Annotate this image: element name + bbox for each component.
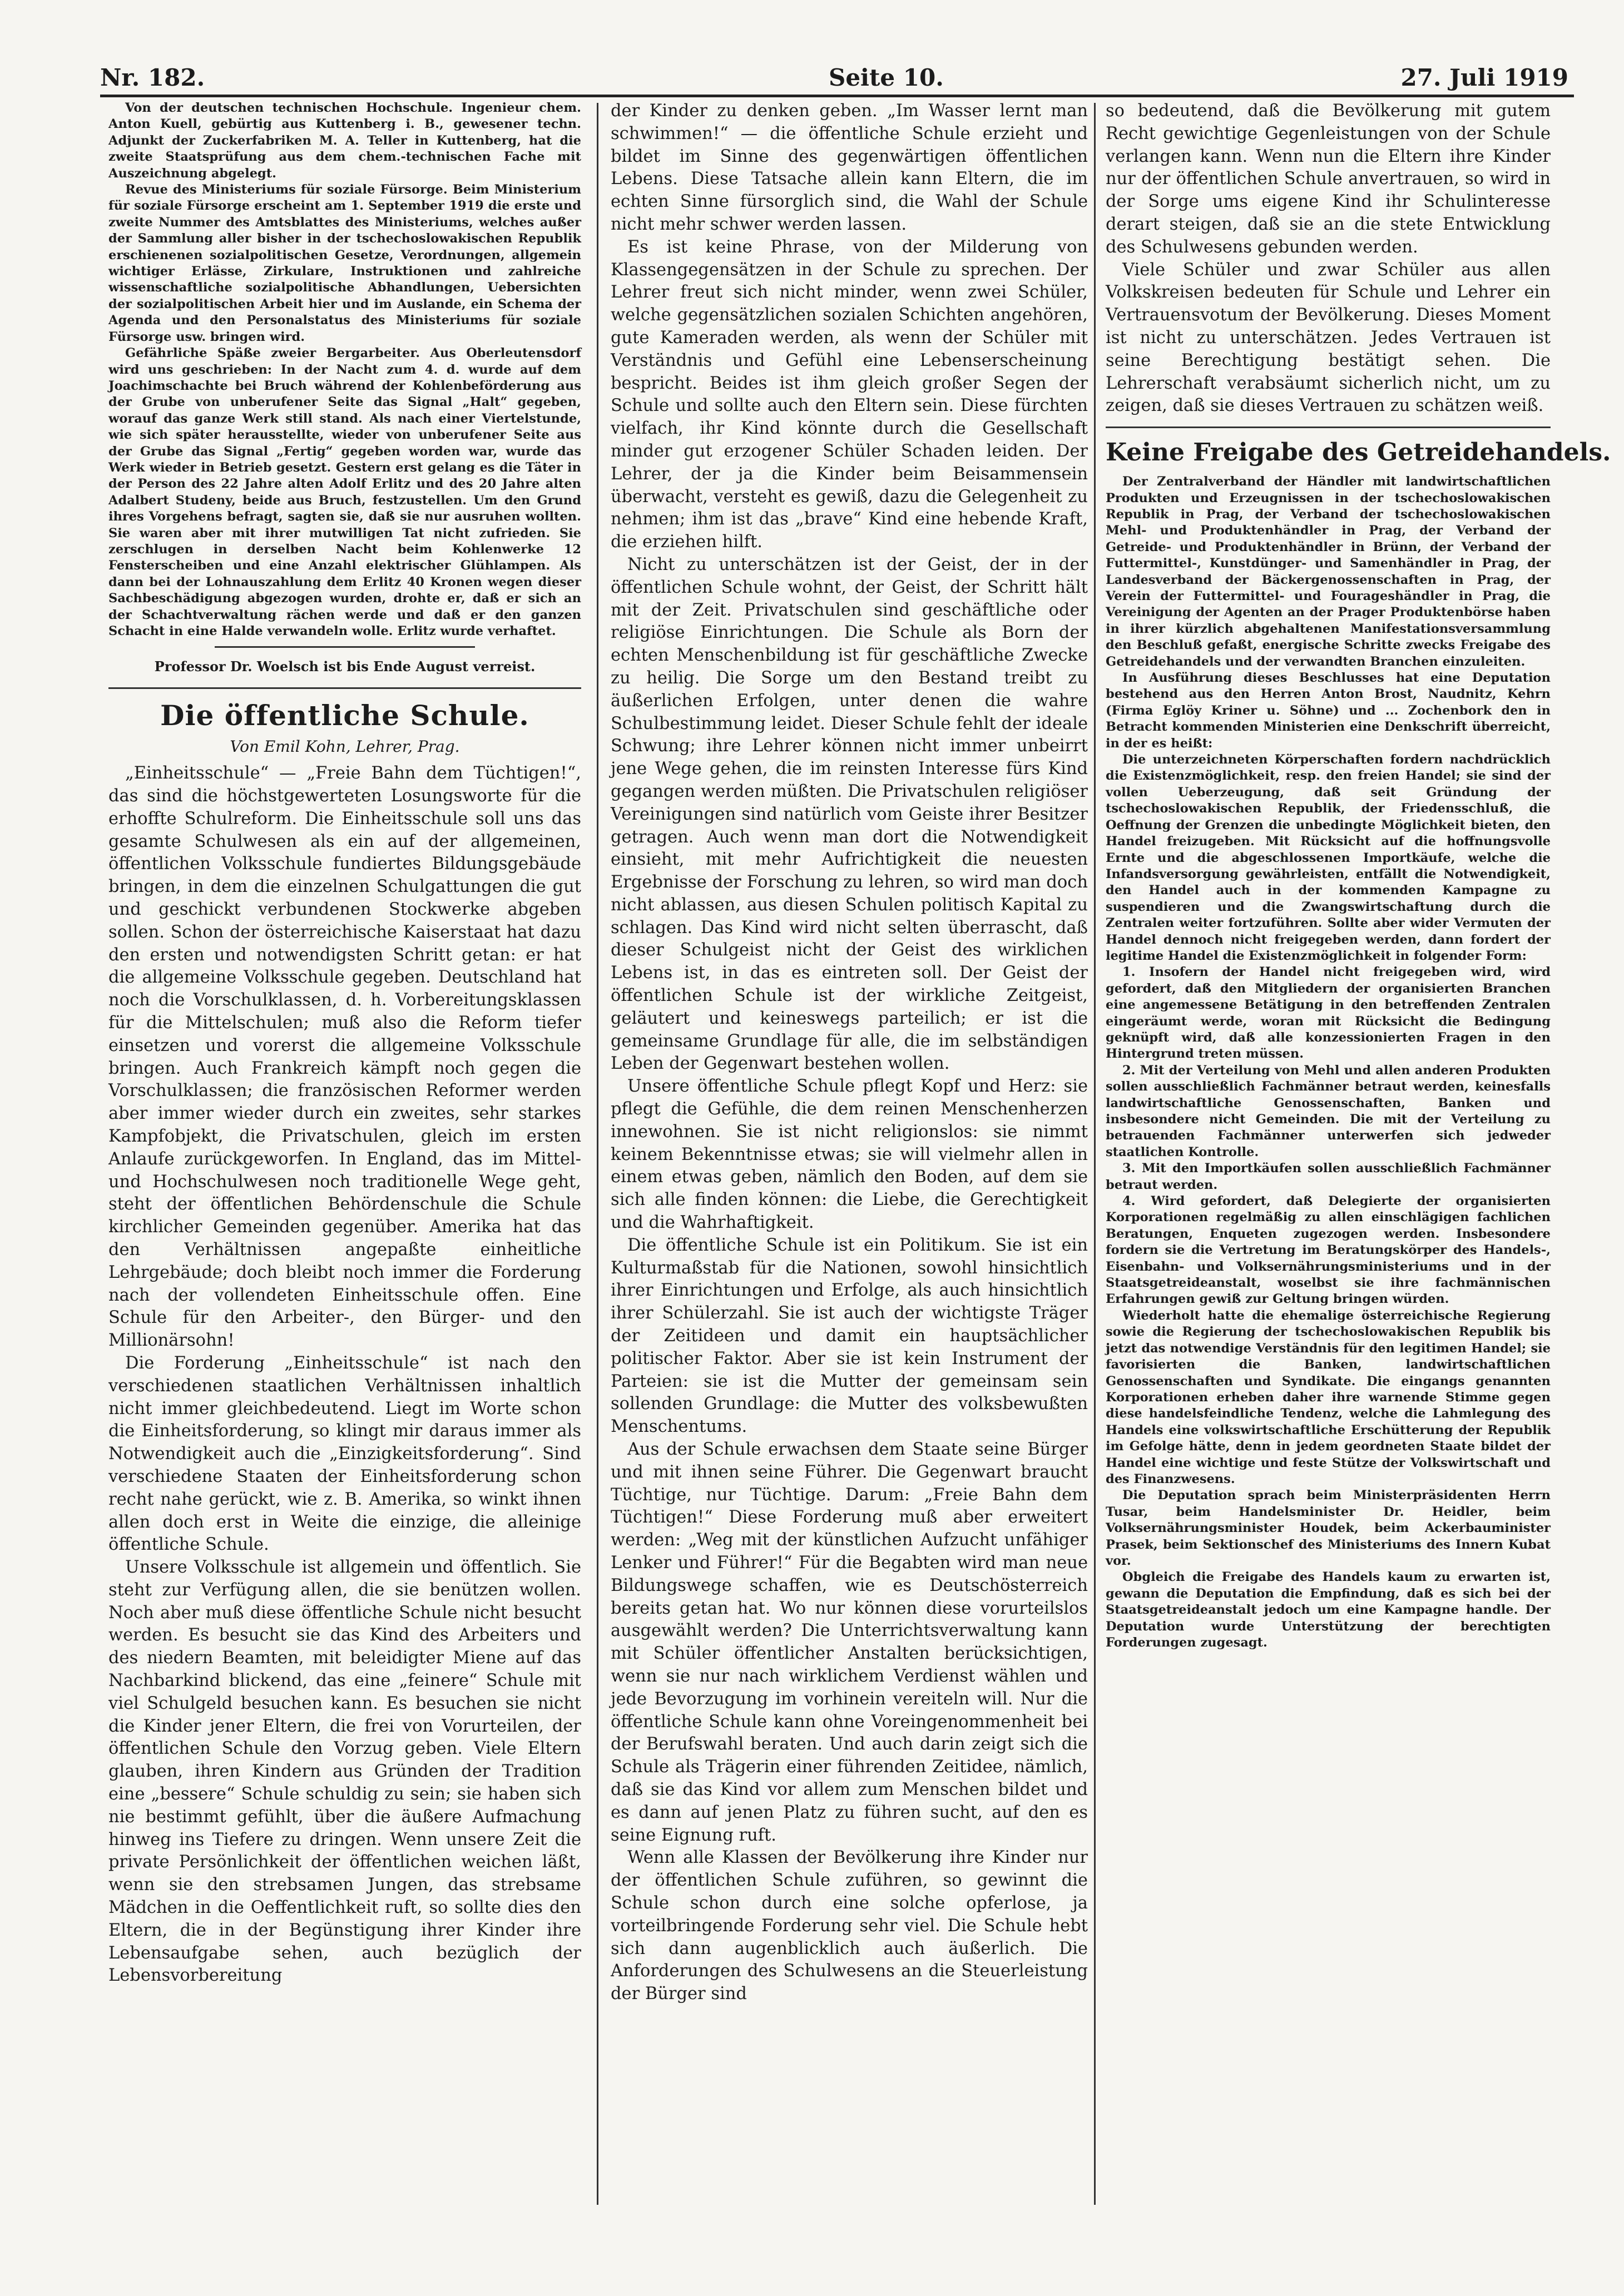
notice: Professor Dr. Woelsch ist bis Ende August verreist. [154,658,536,675]
news-paragraph: In Ausführung dieses Beschlusses hat eine Deputation bestehend aus den Herren Anton Brost, Naudnitz, Kehrn (Firma Eglöy Kriner u. Söhne) und ... Zochenbork den in Betracht kommenden Ministerien eine Denkschrift überreicht, in der es heißt: [1106,671,1551,751]
article-paragraph: „Einheitsschule“ — „Freie Bahn dem Tüchtigen!“, das sind die höchstgewerteten Losungsworte für die erhoffte Schulreform. Die Einheitsschule soll uns das gesamte Schulwesen als ein auf der allgemeinen, öffentlichen Volksschule fundiertes Bildungsgebäude bringen, in dem die einzelnen Schulgattungen die gut und geschickt verbundenen Stockwerke abgeben sollen. Schon der österreichische Kaiserstaat hat dazu den ersten und notwendigsten Schritt getan: er hat die allgemeine Volksschule gegeben. Deutschland hat noch die Vorschulklassen, d. h. Vorbereitungsklassen für die Mittelschulen; muß also die Reform tiefer einsetzen und vorerst die allgemeine Volksschule bringen. Auch Frankreich kämpft noch gegen die Vorschulklassen; die französischen Reformer werden aber immer wieder durch ein zweites, sehr starkes Kampfobjekt, die Privatschulen, gleich im ersten Anlaufe zurückgeworfen. In England, das im Mittel- und Hochschulwesen noch traditionelle Wege geht, steht der öffentlichen Behördenschule die Schule kirchlicher Gemeinden gegenüber. Amerika hat das den Verhältnissen angepaßte einheitliche Lehrgebäude; doch bleibt noch immer die Forderung nach der vollendeten Einheitsschule offen. Eine Schule für den Arbeiter-, den Bürger- und den Millionärsohn! [108,763,581,1351]
article-paragraph: Die Forderung „Einheitsschule“ ist nach den verschiedenen staatlichen Verhältnissen inhaltlich nicht immer gleichbedeutend. Liegt im Worte schon die Einheitsforderung, so klingt mir daraus immer als Notwendigkeit auch die „Einzigkeitsforderung“. Sind verschiedene Staaten der Einheitsforderung schon recht nahe gerückt, wie z. B. Amerika, so winkt ihnen allen doch erst in Weite die einzige, die alleinige öffentliche Schule. [108,1353,581,1555]
article-paragraph: so bedeutend, daß die Bevölkerung mit gutem Recht gewichtige Gegenleistungen von der Schule verlangen kann. Wenn nun die Eltern ihre Kinder nur der öffentlichen Schule anvertrauen, so wird in der Sorge ums eigene Kind ihr Schulinteresse derart steigen, daß sie an die stete Entwicklung des Schulwesens gebunden werden. [1106,101,1551,257]
article-paragraph: Aus der Schule erwachsen dem Staate seine Bürger und mit ihnen seine Führer. Die Gegenwart braucht Tüchtige, nur Tüchtige. Darum: „Freie Bahn dem Tüchtigen!“ Diese Forderung muß aber erweitert werden: „Weg mit der künstlichen Aufzucht unfähiger Lenker und Führer!“ Für die Begabten wird man neue Bildungswege schaffen, wie es Deutschösterreich bereits getan hat. Wo nur können diese vorurteilslos ausgewählt werden? Die Unterrichtsverwaltung kann mit Schüler öffentlicher Anstalten berücksichtigen, wenn sie nur nach wirklichem Verdienst wählen und jede Bevorzugung im vorhinein vereiteln will. Nur die öffentliche Schule kann ohne Voreingenommenheit bei der Berufswahl beraten. Und auch darin zeigt sich die Schule als Trägerin einer führenden Zeitidee, nämlich, daß sie das Kind vor allem zum Menschen bildet und es dann auf jenen Platz zu führen sucht, auf den es seine Eignung ruft. [611,1440,1088,1845]
column-separator [1094,103,1096,2205]
news-paragraph: Obgleich die Freigabe des Handels kaum zu erwarten ist, gewann die Deputation die Empfindung, daß es sich bei der Staatsgetreideanstalt jedoch um eine Kampagne handle. Der Deputation wurde Unterstützung der berechtigten Forderungen zugesagt. [1106,1570,1551,1650]
news-item: Revue des Ministeriums für soziale Fürsorge. Beim Ministerium für soziale Fürsorge erscheint am 1. September 1919 die erste und zweite Nummer des Amtsblattes des Ministeriums, welches außer der Sammlung aller bisher in der tschechoslowakischen Republik erschienenen sozialpolitischen Gesetze, Verordnungen, allgemein wichtiger Erlässe, Zirkulare, Instruktionen und zahlreiche wissenschaftliche sozialpolitische Abhandlungen, Uebersichten der sozialpolitischen Arbeit hier und im Auslande, ein Schema der Agenda und den Personalstatus des Ministeriums für soziale Fürsorge usw. bringen wird. [108,182,581,344]
article-paragraph: Unsere Volksschule ist allgemein und öffentlich. Sie steht zur Verfügung allen, die sie benützen wollen. Noch aber muß diese öffentliche Schule nicht besucht werden. Es besucht sie das Kind des Arbeiters und des niedern Beamten, mit beleidigter Miene auf das Nachbarkind blickend, das eine „feinere“ Schule mit viel Schulgeld besuchen kann. Es besuchen sie nicht die Kinder jener Eltern, die frei von Vorurteilen, der öffentlichen Schule den Vorzug geben. Viele Eltern glauben, ihren Kindern aus Gründen der Tradition eine „bessere“ Schule schuldig zu sein; sie haben sich nie bestimmt gefühlt, über die äußere Aufmachung hinweg ins Tiefere zu dringen. Wenn unsere Zeit die private Persönlichkeit der öffentlichen weichen läßt, wenn sie den strebsamen Jungen, das strebsame Mädchen in die Oeffentlichkeit ruft, so sollte dies den Eltern, die in der Begünstigung ihrer Kinder ihre Lebensaufgabe sehen, auch bezüglich der Lebensvorbereitung [108,1558,581,1986]
issue-date: 27. Juli 1919 [1400,64,1568,91]
column-separator [597,103,598,2205]
divider [1106,427,1551,428]
article-paragraph: Es ist keine Phrase, von der Milderung von Klassengegensätzen in der Schule zu sprechen. Der Lehrer freut sich nicht minder, wenn zwei Schüler, welche gegensätzlichen sozialen Schichten angehören, gute Kameraden werden, als wenn der Schüler mit Verständnis und Gefühl eine Lebenserscheinung bespricht. Beides ist ihm gleich großer Segen der Schule und sollte auch den Eltern sein. Diese fürchten vielfach, ihr Kind könnte durch die Gesellschaft minder gut erzogener Schüler Schaden leiden. Der Lehrer, der ja die Kinder beim Beisammensein überwacht, versteht es gewiß, dazu die Gelegenheit zu nehmen; ihm ist das „brave“ Kind eine hebende Kraft, die erziehen hilft. [611,237,1088,552]
news-headline: Keine Freigabe des Getreidehandels. [1106,438,1611,467]
news-item: Von der deutschen technischen Hochschule. Ingenieur chem. Anton Kuell, gebürtig aus Kuttenberg i. B., gewesener techn. Adjunkt der Zuckerfabriken M. A. Teller in Kuttenberg, hat die zweite Staatsprüfung aus dem chem.-technischen Fache mit Auszeichnung abgelegt. [108,101,581,181]
article-paragraph: Viele Schüler und zwar Schüler aus allen Volkskreisen bedeuten für Schule und Lehrer ein Vertrauensvotum der Bevölkerung. Dieses Moment ist nicht zu unterschätzen. Jedes Vertrauen ist seine Berechtigung bestätigt sehen. Die Lehrerschaft verabsäumt sicherlich nicht, um zu zeigen, daß sie dieses Vertrauen zu schätzen weiß. [1106,260,1551,416]
article-paragraph: Unsere öffentliche Schule pflegt Kopf und Herz: sie pflegt die Gefühle, die dem reinen Menschenherzen innewohnen. Sie ist nicht religionslos: sie nimmt keinem Bekenntnisse etwas; sie will vielmehr allen in einem etwas geben, nämlich den Boden, auf dem sie sich alle finden können: die Liebe, die Gerechtigkeit und die Wahrhaftigkeit. [611,1077,1088,1233]
news-paragraph: 3. Mit den Importkäufen sollen ausschließlich Fachmänner betraut werden. [1106,1161,1551,1192]
news-item: Gefährliche Späße zweier Bergarbeiter. Aus Oberleutensdorf wird uns geschrieben: In der Nacht zum 4. d. wurde auf dem Joachimschachte bei Bruch während der Kohlenbeförderung aus der Grube von unberufener Seite das Signal „Halt“ gegeben, worauf das ganze Werk still stand. Als nach einer Viertelstunde, wie sich später herausstellte, wieder von unberufener Seite aus der Grube das Signal „Fertig“ gegeben worden war, wurde das Werk wieder in Betrieb gesetzt. Gestern erst gelang es die Täter in der Person des 22 Jahre alten Adolf Erlitz und des 20 Jahre alten Adalbert Studeny, beide aus Bruch, festzustellen. Um den Grund ihres Vorgehens befragt, sagten sie, daß sie nur ausruhen wollten. Sie waren aber mit ihrer mutwilligen Tat nicht zufrieden. Sie zerschlugen in derselben Nacht beim Kohlenwerke 12 Fensterscheiben und eine Anzahl elektrischer Glühlampen. Als dann bei der Lohnauszahlung dem Erlitz 40 Kronen wegen dieser Sachbeschädigung abgezogen wurden, drohte er, daß er sich an der Schachtverwaltung rächen werde und daß er den ganzen Schacht in eine Halde verwandeln wolle. Erlitz wurde verhaftet. [108,346,581,638]
news-paragraph: Der Zentralverband der Händler mit landwirtschaftlichen Produkten und Erzeugnissen in der tschechoslowakischen Republik in Prag, der Verband der tschechoslowakischen Mehl- und Produktenhändler in Prag, der Verband der Getreide- und Produktenhändler in Brünn, der Verband der Futtermittel-, Kunstdünger- und Samenhändler in Prag, der Landesverband der Bäckergenossenschaften in Prag, der Verein der Futtermittel- und Fourageshändler in Prag, die Vereinigung der Agenten an der Prager Produktenbörse haben in ihrer kürzlich abgehaltenen Manifestationsversammlung den Beschluß gefaßt, energische Schritte zwecks Freigabe des Getreidehandels und der verwandten Branchen einzuleiten. [1106,474,1551,669]
article-paragraph: Die öffentliche Schule ist ein Politikum. Sie ist ein Kulturmaßstab für die Nationen, sowohl hinsichtlich ihrer Einrichtungen und Erfolge, als auch hinsichtlich ihrer Schülerzahl. Sie ist auch der wichtigste Träger der Zeitideen und damit ein hauptsächlicher politischer Faktor. Aber sie ist kein Instrument der Parteien: sie ist die Mutter der gemeinsam sein sollenden Grundlage: die Mutter des volksbewußten Menschentums. [611,1235,1088,1437]
news-paragraph: 4. Wird gefordert, daß Delegierte der organisierten Korporationen regelmäßig zu allen einschlägigen fachlichen Beratungen, Enqueten zugezogen werden. Insbesondere fordern sie die Vertretung im Beratungskörper des Handels-, Eisenbahn- und Volksernährungsministeriums und in der Staatsgetreideanstalt, woselbst sie ihre fachmännischen Erfahrungen gewiß zur Geltung bringen würden. [1106,1194,1551,1307]
issue-number: Nr. 182. [100,64,205,91]
article-paragraph: der Kinder zu denken geben. „Im Wasser lernt man schwimmen!“ — die öffentliche Schule erzieht und bildet im Sinne des gegenwärtigen öffentlichen Lebens. Diese Tatsache allein kann Eltern, die im echten Sinne fürsorglich sind, die Wahl der Schule nicht mehr schwer werden lassen. [611,101,1088,234]
news-paragraph: 1. Insofern der Handel nicht freigegeben wird, wird gefordert, daß den Mitgliedern der organisierten Branchen eine angemessene Betätigung in den betreffenden Zentralen eingeräumt werde, woran mit Rücksicht die Bedingung geknüpft wird, daß alle konzessionierten Fragen in den Hintergrund treten müssen. [1106,965,1551,1062]
article-paragraph: Nicht zu unterschätzen ist der Geist, der in der öffentlichen Schule wohnt, der Geist, der Schritt hält mit der Zeit. Privatschulen sind geschäftliche oder religiöse Einrichtungen. Die Schule als Born der echten Menschenbildung ist für geschäftliche Zwecke zu heilig. Die Sorge um den Bestand treibt zu äußerlichen Erfolgen, unter denen die wahre Schulbestimmung leidet. Dieser Schule fehlt der ideale Schwung; ihre Lehrer können nicht immer unbeirrt jene Wege gehen, die im reinsten Interesse fürs Kind gegangen werden müßten. Die Privatschulen religiöser Vereinigungen sind natürlich vom Geiste ihrer Besitzer getragen. Auch wenn man dort die Notwendigkeit einsieht, mit mehr Aufrichtigkeit die neuesten Ergebnisse der Forschung zu lehren, so wird man doch nicht ablassen, aus diesen Schulen politisch Kapital zu schlagen. Das Kind wird nicht selten überrascht, daß dieser Schulgeist nicht der Geist des wirklichen Lebens ist, in das es eintreten soll. Der Geist der öffentlichen Schule ist der wirkliche Zeitgeist, geläutert und keineswegs parteilich; er ist die gemeinsame Grundlage für alle, die im selbständigen Leben der Gegenwart bestehen wollen. [611,554,1088,1074]
news-paragraph: Wiederholt hatte die ehemalige österreichische Regierung sowie die Regierung der tschechoslowakischen Republik bis jetzt das notwendige Verständnis für den legitimen Handel; sie favorisierten die Banken, landwirtschaftlichen Genossenschaften und Syndikate. Die eingangs genannten Korporationen erheben daher ihre warnende Stimme gegen diese handelsfeindliche Tendenz, welche die Lahmlegung des Handels eine volkswirtschaftliche Erschütterung der Republik im Gefolge hätte, denn in jedem geordneten Staate bildet der Handel eine wichtige und feste Stütze der Volkswirtschaft und des Finanzwesens. [1106,1308,1551,1486]
divider [108,687,581,689]
news-paragraph: Die Deputation sprach beim Ministerpräsidenten Herrn Tusar, beim Handelsminister Dr. Heidler, beim Volksernährungsminister Houdek, beim Ackerbauminister Prasek, beim Sektionschef des Ministeriums des Innern Kubat vor. [1106,1488,1551,1568]
article-headline: Die öffentliche Schule. [160,699,529,732]
article-paragraph: Wenn alle Klassen der Bevölkerung ihre Kinder nur der öffentlichen Schule zuführen, so gewinnt die Schule schon durch eine solche opferlose, ja vorteilbringende Forderung sehr viel. Die Schule hebt sich dann augenblicklich auch äußerlich. Die Anforderungen des Schulwesens an die Steuerleistung der Bürger sind [611,1848,1088,2004]
column-3 [1106,100,1611,2208]
article-byline: Von Emil Kohn, Lehrer, Prag. [230,737,460,756]
column-1 [108,100,581,2208]
news-paragraph: Die unterzeichneten Körperschaften fordern nachdrücklich die Existenzmöglichkeit, resp. den freien Handel; sie sind der vollen Ueberzeugung, daß seit Gründung der tschechoslowakischen Republik, der Friedensschluß, die Oeffnung der Grenzen die unbedingte Möglichkeit bieten, den Handel freizugeben. Mit Rücksicht auf die hoffnungsvolle Ernte und die abgeschlossenen Importkäufe, welche die Infandsversorgung gewährleisten, entfällt die Notwendigkeit, den Handel auch in der kommenden Kampagne zu suspendieren und die Zwangswirtschaftung durch die Zentralen weiter fortzuführen. Sollte aber wider Vermuten der Handel dennoch nicht freigegeben werden, dann fordert der legitime Handel die Existenzmöglichkeit in folgender Form: [1106,752,1551,963]
header-rule [100,95,1574,97]
page-number: Seite 10. [829,64,944,91]
news-paragraph: 2. Mit der Verteilung von Mehl und allen anderen Produkten sollen ausschließlich Fachmänner betraut werden, keinesfalls landwirtschaftliche Genossenschaften, Banken und insbesondere nicht Gemeinden. Die mit der Verteilung zu betrauenden Fachmänner unterwerfen sich jedweder staatlichen Kontrolle. [1106,1063,1551,1159]
divider [215,646,475,648]
column-2 [611,100,1088,2208]
